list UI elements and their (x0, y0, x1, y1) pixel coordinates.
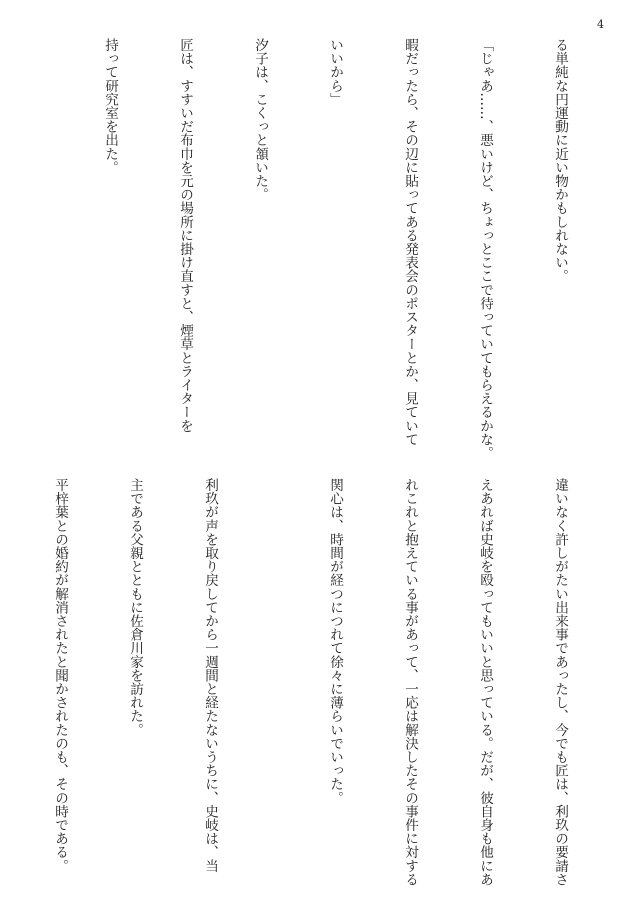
text-line: 暇だったら、その辺に貼ってある発表会のポスターとか、見ていて (402, 38, 418, 446)
text-line: えあれば史岐を殴ってもいいと思っている。だが、彼自身も他にあ (477, 478, 493, 886)
text-line: 持って研究室を出た。 (102, 38, 118, 174)
text-line: 「じゃあ……、悪いけど、ちょっとここで待っていてもらえるかな。 (477, 38, 493, 460)
page-number: 4 (597, 18, 604, 31)
text-line: 利玖が声を取り戻してから一週間と経たないうちに、史岐は、当 (202, 478, 218, 873)
text-line: 主である父親とともに佐倉川家を訪れた。 (127, 478, 143, 737)
text-block-bottom (52, 478, 622, 886)
text-line: 匠は、すすいだ布巾を元の場所に掛け直すと、煙草とライターを (177, 38, 193, 433)
text-line: 違いなく許しがたい出来事であったし、今でも匠は、利玖の要請さ (552, 478, 568, 886)
text-block-top (62, 38, 622, 460)
text-line: れこれと抱えている事があって、一応は解決したその事件に対する (402, 478, 418, 886)
text-line: 汐子は、こくっと頷いた。 (252, 38, 268, 202)
text-line: 関心は、時間が経つにつれて徐々に薄らいでいった。 (327, 478, 343, 805)
text-line: いいから」 (327, 38, 343, 106)
text-line: る単純な円運動に近い物かもしれない。 (552, 38, 568, 283)
text-line: 平梓葉との婚約が解消されたと聞かされたのも、その時である。 (52, 478, 68, 873)
